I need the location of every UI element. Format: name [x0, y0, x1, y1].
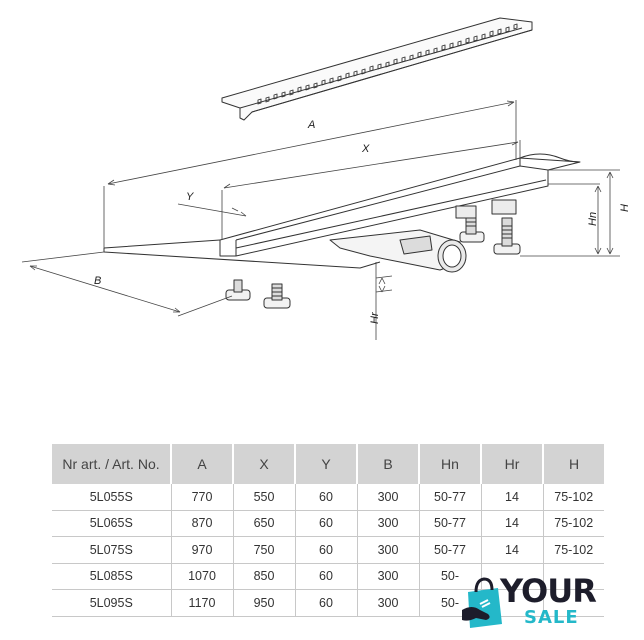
table-cell: 75-102: [543, 484, 604, 510]
table-row: [52, 537, 604, 564]
dim-label-h: H: [619, 204, 631, 212]
table-cell: 14: [481, 510, 543, 537]
table-cell: 1170: [171, 590, 233, 617]
table-cell: 60: [295, 563, 357, 590]
table-cell: 300: [357, 510, 419, 537]
column-header-hn: Hn: [419, 444, 481, 484]
table-cell: 750: [233, 537, 295, 564]
column-header-art-no: Nr art. / Art. No.: [52, 444, 171, 484]
table-cell: 5L095S: [52, 590, 171, 617]
table-cell: 60: [295, 537, 357, 564]
column-header-a: A: [171, 444, 233, 484]
table-cell: 650: [233, 510, 295, 537]
dim-label-a: A: [308, 119, 316, 131]
dim-label-y: Y: [186, 191, 194, 203]
column-header-hr: Hr: [481, 444, 543, 484]
table-cell: 5L065S: [52, 510, 171, 537]
dim-label-x: X: [362, 143, 370, 155]
table-cell: 300: [357, 563, 419, 590]
column-header-y: Y: [295, 444, 357, 484]
table-cell: 14: [481, 537, 543, 564]
table-cell: 1070: [171, 563, 233, 590]
table-cell: 50-: [419, 590, 481, 617]
table-cell: 5L085S: [52, 563, 171, 590]
table-header-row: [52, 444, 604, 484]
table-row: [52, 510, 604, 537]
table-cell: 60: [295, 590, 357, 617]
table-cell: 60: [295, 510, 357, 537]
table-cell: 75-102: [543, 537, 604, 564]
dim-label-hn: Hn: [587, 211, 599, 226]
table-cell: 50-77: [419, 510, 481, 537]
dim-label-hr: Hr: [369, 312, 381, 324]
table-cell: 950: [233, 590, 295, 617]
dim-label-b: B: [94, 275, 102, 287]
table-cell: 50-77: [419, 537, 481, 564]
table-cell: 850: [233, 563, 295, 590]
logo-word-your: YOUR: [500, 572, 596, 610]
column-header-h: H: [543, 444, 604, 484]
table-cell: 75-102: [543, 510, 604, 537]
table-cell: 970: [171, 537, 233, 564]
table-cell: 870: [171, 510, 233, 537]
table-cell: 5L075S: [52, 537, 171, 564]
drain-outlet: [330, 230, 466, 272]
your-sale-logo: [452, 566, 612, 636]
table-row: [52, 484, 604, 510]
table-cell: 50-77: [419, 484, 481, 510]
table-cell: 550: [233, 484, 295, 510]
column-header-b: B: [357, 444, 419, 484]
table-cell: 5L055S: [52, 484, 171, 510]
column-header-x: X: [233, 444, 295, 484]
table-cell: 770: [171, 484, 233, 510]
table-cell: 300: [357, 590, 419, 617]
logo-word-sale: SALE: [524, 607, 579, 628]
table-cell: 300: [357, 484, 419, 510]
table-cell: 14: [481, 484, 543, 510]
table-cell: 60: [295, 484, 357, 510]
table-cell: 300: [357, 537, 419, 564]
table-cell: 50-: [419, 563, 481, 590]
drain-grate: [222, 18, 532, 120]
